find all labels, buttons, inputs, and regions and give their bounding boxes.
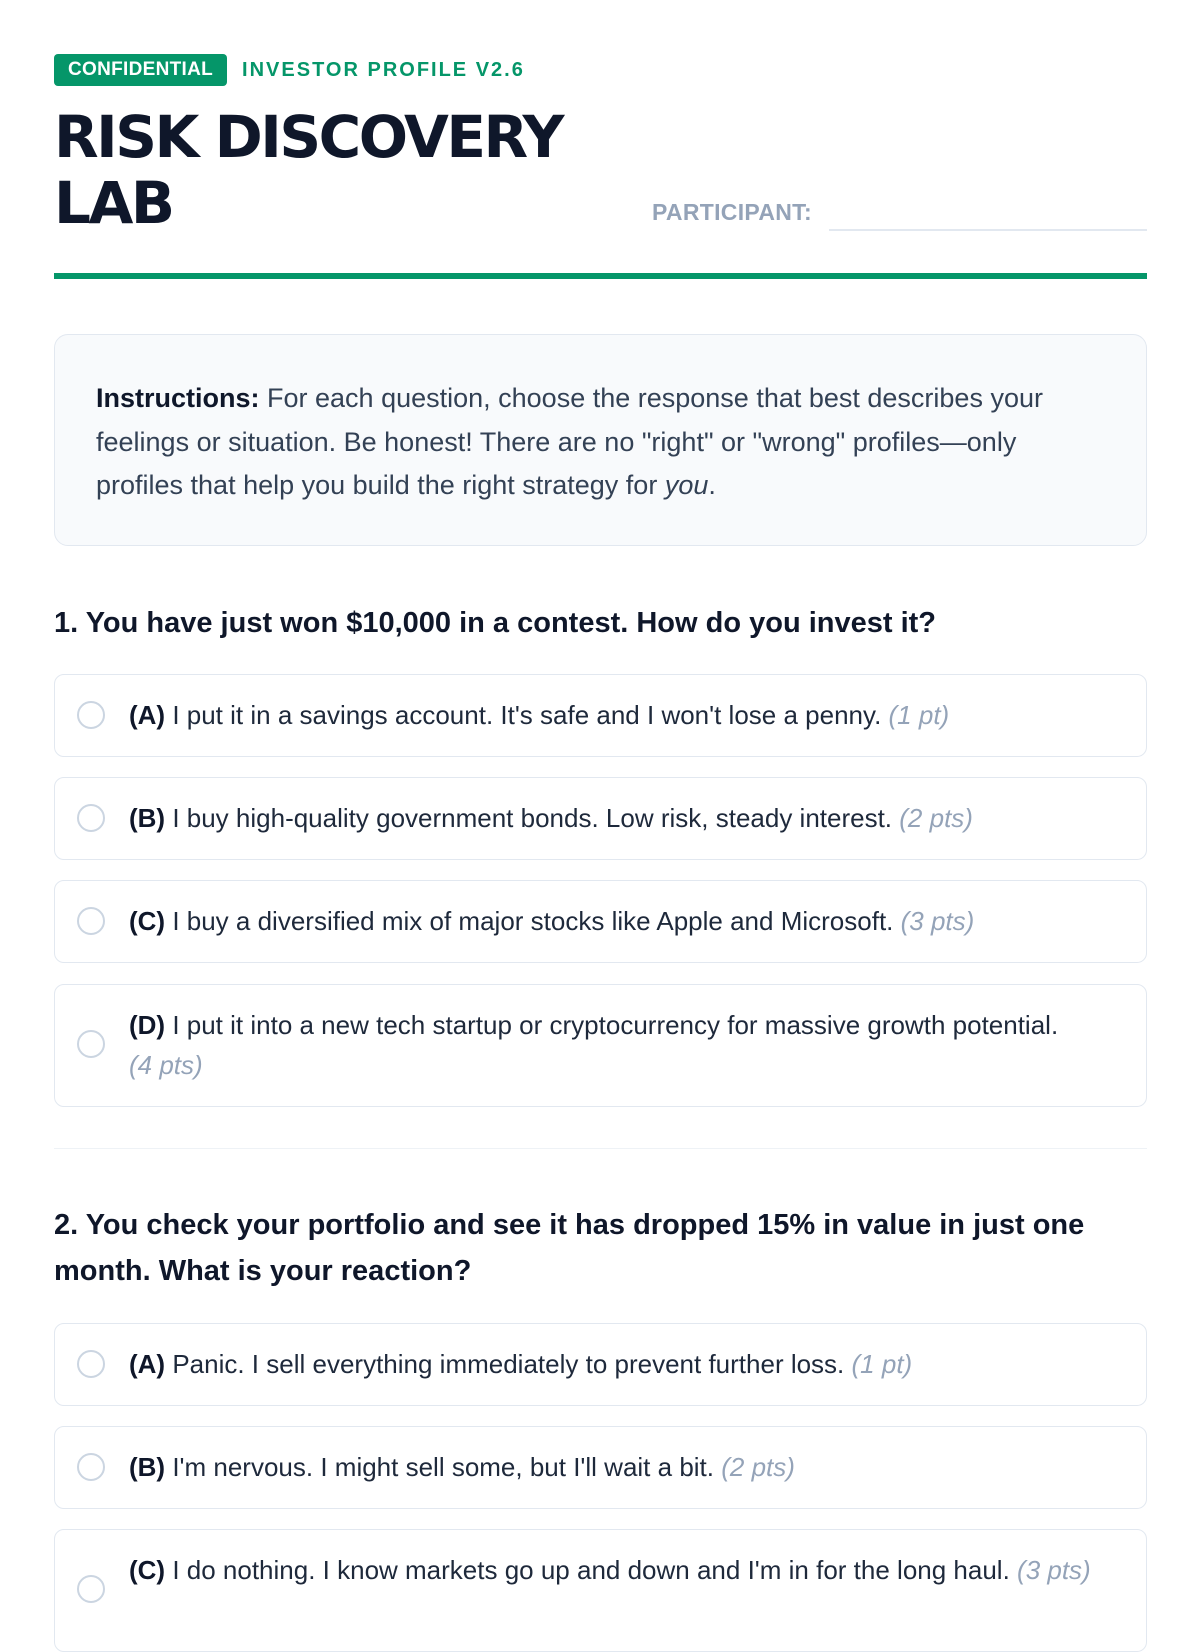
option-letter: (A) <box>129 1349 166 1379</box>
profile-version: INVESTOR PROFILE V2.6 <box>242 58 525 81</box>
option-points: (1 pt) <box>888 700 950 730</box>
radio-button[interactable] <box>77 1575 105 1603</box>
option-points: (4 pts) <box>129 1050 203 1080</box>
header-divider <box>54 273 1147 279</box>
option-text <box>129 695 1076 735</box>
radio-button[interactable] <box>77 701 105 729</box>
confidential-badge: CONFIDENTIAL <box>54 54 227 86</box>
option-text <box>129 1447 1076 1487</box>
option-label: I buy a diversified mix of major stocks like Apple and Microsoft. <box>165 906 901 936</box>
option-points: (1 pt) <box>851 1349 913 1379</box>
header-topline <box>54 54 525 86</box>
q2-option-b[interactable] <box>54 1426 1147 1509</box>
option-text <box>129 1344 1076 1384</box>
option-letter: (C) <box>129 1555 166 1585</box>
q1-option-b[interactable] <box>54 777 1147 860</box>
option-points: (2 pts) <box>899 803 973 833</box>
q1-option-d[interactable] <box>54 984 1147 1107</box>
participant-label: PARTICIPANT: <box>652 199 812 225</box>
instructions-box <box>54 334 1147 546</box>
radio-button[interactable] <box>77 907 105 935</box>
option-letter: (B) <box>129 803 166 833</box>
radio-button[interactable] <box>77 1350 105 1378</box>
option-text <box>129 1005 1076 1085</box>
option-points: (3 pts) <box>900 906 975 936</box>
question-2-title: 2. You check your portfolio and see it has dropped 15% in value in just one month. What is your reaction? <box>54 1209 1085 1287</box>
option-label: I'm nervous. I might sell some, but I'll wait a bit. <box>165 1452 722 1482</box>
q2-option-c[interactable] <box>54 1529 1147 1652</box>
instructions-label: Instructions: <box>96 383 260 413</box>
option-points: (3 pts) <box>1017 1555 1091 1585</box>
q2-option-a[interactable] <box>54 1323 1147 1406</box>
radio-button[interactable] <box>77 1030 105 1058</box>
question-1-title: 1. You have just won $10,000 in a contest. How do you invest it? <box>54 607 937 639</box>
option-label: I do nothing. I know markets go up and down and I'm in for the long haul. <box>165 1555 1018 1585</box>
instructions-text: For each question, choose the response that best describes your feelings or situation. Be honest! There are no "right" or "wrong" profiles—only profiles that help you build the right strategy for <box>96 383 1043 500</box>
option-letter: (D) <box>129 1010 166 1040</box>
radio-button[interactable] <box>77 1453 105 1481</box>
option-letter: (C) <box>129 906 166 936</box>
option-text <box>129 901 1076 941</box>
option-points: (2 pts) <box>721 1452 795 1482</box>
question-divider <box>54 1148 1147 1149</box>
q1-option-a[interactable] <box>54 674 1147 757</box>
instructions-end: . <box>708 470 716 500</box>
option-letter: (B) <box>129 1452 166 1482</box>
option-text <box>129 798 1076 838</box>
instructions-emphasis: you <box>664 470 709 500</box>
option-text <box>129 1550 1126 1590</box>
participant-input[interactable] <box>829 229 1147 231</box>
radio-button[interactable] <box>77 804 105 832</box>
participant-field <box>652 195 1147 235</box>
option-label: I put it into a new tech startup or cryptocurrency for massive growth potential. <box>165 1010 1059 1040</box>
option-label: I buy high-quality government bonds. Low risk, steady interest. <box>165 803 900 833</box>
option-letter: (A) <box>129 700 166 730</box>
option-label: I put it in a savings account. It's safe and I won't lose a penny. <box>165 700 889 730</box>
q1-option-c[interactable] <box>54 880 1147 963</box>
page-title: RISK DISCOVERY LAB <box>54 103 562 237</box>
option-label: Panic. I sell everything immediately to prevent further loss. <box>165 1349 852 1379</box>
